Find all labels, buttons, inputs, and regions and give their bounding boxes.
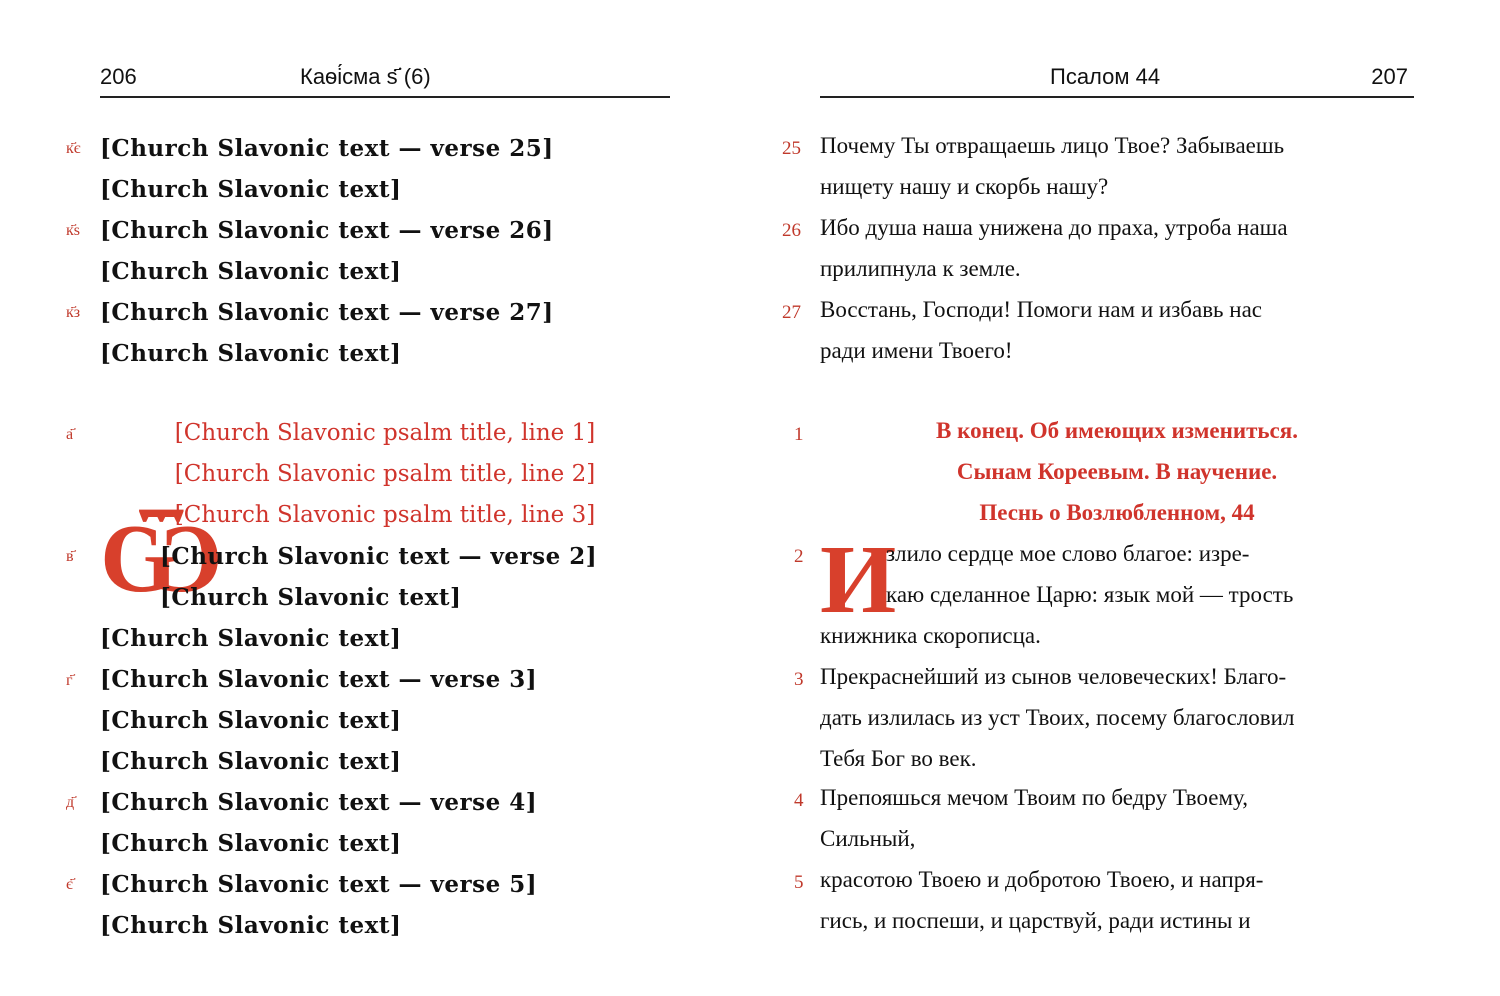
- verse-line: злило сердце мое слово благое: изре-: [886, 541, 1250, 566]
- verse-text: [820, 656, 1410, 779]
- verse-line: дать излилась из уст Твоих, посему благословил: [820, 705, 1295, 730]
- verse-line: [Church Slavonic text]: [100, 258, 402, 285]
- verse-text: [820, 777, 1410, 859]
- heading-line: Сынам Кореевым. В научение.: [956, 459, 1278, 484]
- drop-cap: И: [820, 526, 897, 634]
- verse-line: [Church Slavonic text — verse 25]: [100, 135, 554, 162]
- verse-line: ради имени Твоего!: [820, 338, 1013, 363]
- verse-line: [Church Slavonic text]: [100, 912, 402, 939]
- verse-line: [Church Slavonic text]: [100, 830, 402, 857]
- verse-number: 26: [782, 220, 801, 241]
- psalm-heading: [820, 410, 1414, 533]
- left-page-header: [100, 60, 670, 98]
- verse-number: к҃ѕ: [66, 222, 80, 239]
- verse-text: [100, 128, 668, 210]
- verse-text: [100, 618, 668, 659]
- verse-line: Препояшься мечом Твоим по бедру Твоему,: [820, 785, 1248, 810]
- verse-text: [100, 659, 668, 782]
- heading-number: 1: [794, 424, 804, 445]
- verse-number: к҃з: [66, 304, 81, 321]
- verse-line: [Church Slavonic text]: [100, 748, 402, 775]
- verse-line: прилипнула к земле.: [820, 256, 1021, 281]
- verse-line: [Church Slavonic text — verse 5]: [100, 871, 538, 898]
- heading-number: а҃: [66, 426, 74, 443]
- verse-number: к҃є: [66, 140, 81, 157]
- heading-line: [Church Slavonic psalm title, line 1]: [174, 420, 596, 446]
- verse-number: є҃: [66, 876, 73, 893]
- verse-line: [Church Slavonic text]: [100, 625, 402, 652]
- verse-line: [Church Slavonic text — verse 3]: [100, 666, 538, 693]
- verse-text: [820, 615, 1410, 656]
- verse-number: г҃: [66, 672, 73, 689]
- drop-cap: Ѿ: [100, 500, 223, 615]
- verse-line: [Church Slavonic text]: [100, 340, 402, 367]
- verse-line: [Church Slavonic text — verse 27]: [100, 299, 554, 326]
- verse-number: д҃: [66, 794, 75, 811]
- verse-number: 27: [782, 302, 801, 323]
- verse-text: [820, 125, 1410, 207]
- verse-line: Сильный,: [820, 826, 916, 851]
- verse-text: [820, 289, 1410, 371]
- verse-line: нищету нашу и скорбь нашу?: [820, 174, 1109, 199]
- verse-line: [Church Slavonic text — verse 4]: [100, 789, 538, 816]
- running-head: Псалом 44: [1050, 64, 1161, 89]
- page-number: 207: [1371, 64, 1408, 89]
- page-number: 206: [100, 64, 137, 89]
- verse-text: [100, 864, 668, 946]
- verse-line: Прекраснейший из сынов человеческих! Благо-: [820, 664, 1287, 689]
- verse-number: 2: [794, 546, 804, 567]
- verse-number: 3: [794, 669, 804, 690]
- verse-line: [Church Slavonic text]: [160, 584, 462, 611]
- verse-line: Почему Ты отвращаешь лицо Твое? Забываешь: [820, 133, 1285, 158]
- verse-line: [Church Slavonic text]: [100, 176, 402, 203]
- verse-line: [Church Slavonic text]: [100, 707, 402, 734]
- verse-line: красотою Твоею и добротою Твоею, и напря-: [820, 867, 1264, 892]
- verse-line: [Church Slavonic text — verse 2]: [160, 543, 598, 570]
- verse-text: [820, 859, 1410, 941]
- verse-text: [100, 292, 668, 374]
- verse-number: 25: [782, 138, 801, 159]
- running-head: Каѳі́сма ѕ҃ (6): [300, 64, 431, 89]
- verse-number: 5: [794, 872, 804, 893]
- heading-line: Песнь о Возлюбленном, 44: [979, 500, 1255, 525]
- heading-line: [Church Slavonic psalm title, line 2]: [174, 461, 596, 487]
- verse-text: [820, 207, 1410, 289]
- verse-text: [100, 782, 668, 864]
- heading-line: В конец. Об имеющих измениться.: [936, 418, 1298, 443]
- verse-text: [100, 210, 668, 292]
- verse-line: Тебя Бог во век.: [820, 746, 977, 771]
- verse-number: 4: [794, 790, 804, 811]
- heading-line: [Church Slavonic psalm title, line 3]: [174, 502, 596, 528]
- verse-text: [160, 536, 668, 618]
- verse-text: [886, 533, 1410, 615]
- verse-line: книжника скорописца.: [820, 623, 1041, 648]
- right-page: [750, 0, 1500, 996]
- verse-line: Восстань, Господи! Помоги нам и избавь нас: [820, 297, 1263, 322]
- verse-number: в҃: [66, 548, 74, 565]
- verse-line: Ибо душа наша унижена до праха, утроба наша: [820, 215, 1288, 240]
- verse-line: гись, и поспеши, и царствуй, ради истины и: [820, 908, 1251, 933]
- verse-line: [Church Slavonic text — verse 26]: [100, 217, 554, 244]
- verse-line: каю сделанное Царю: язык мой — трость: [886, 582, 1294, 607]
- right-page-header: [820, 60, 1414, 98]
